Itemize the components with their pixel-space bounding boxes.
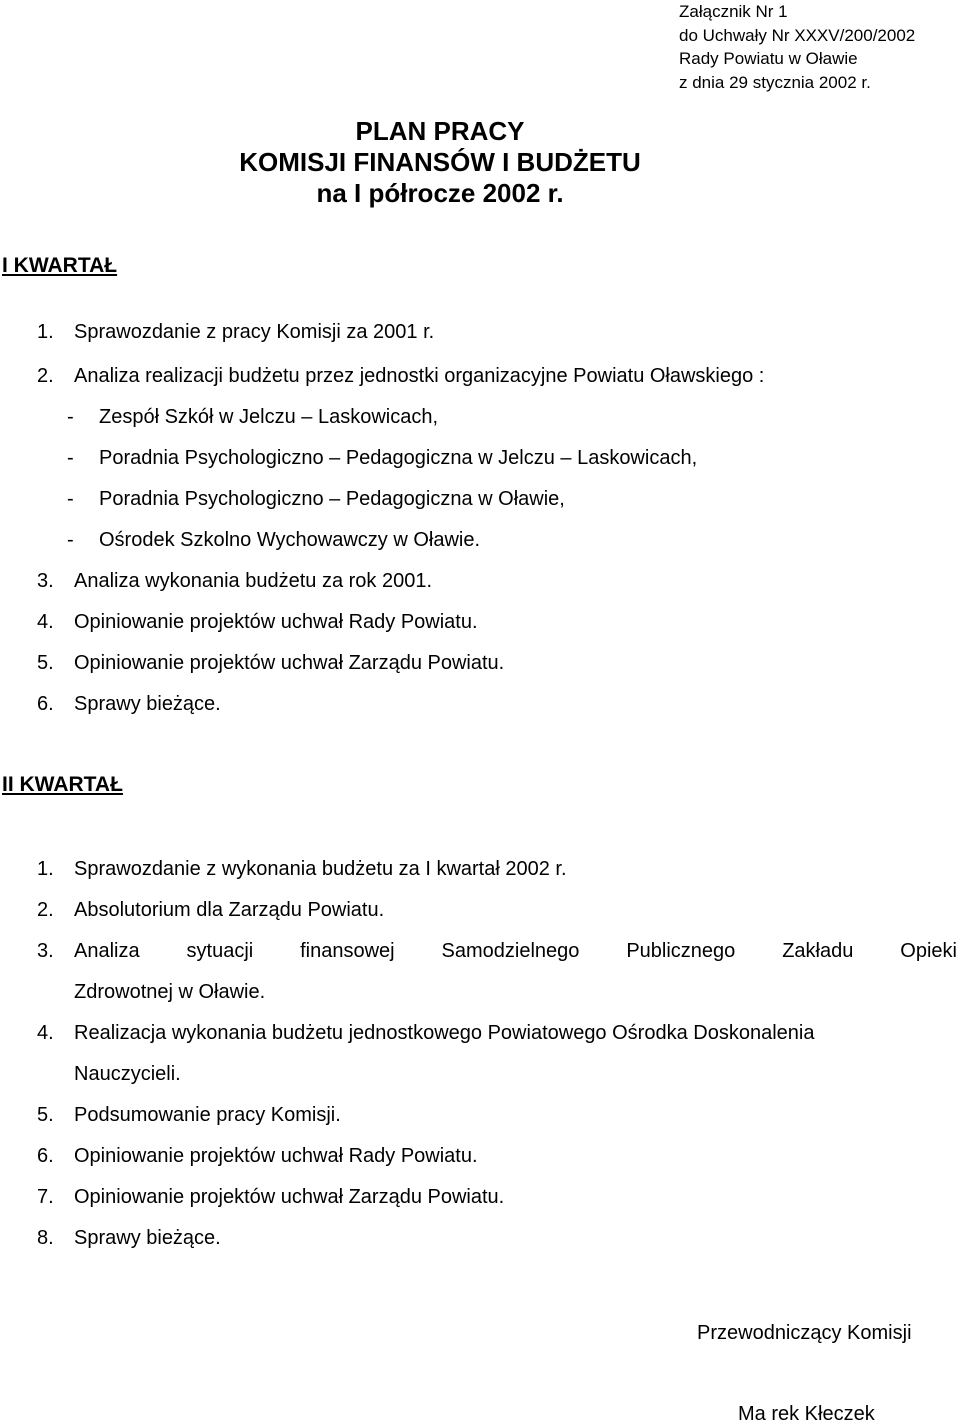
- item-text: Sprawozdanie z wykonania budżetu za I kwartał 2002 r.: [74, 858, 567, 880]
- attachment-line: z dnia 29 stycznia 2002 r.: [679, 72, 871, 92]
- item-text: Opiniowanie projektów uchwał Zarządu Powiatu.: [74, 1186, 505, 1208]
- item-number: 2.: [37, 899, 54, 921]
- item-number: 7.: [37, 1186, 54, 1208]
- sub-item-text: Poradnia Psychologiczno – Pedagogiczna w Oławie,: [99, 488, 565, 510]
- item-number: 4.: [37, 611, 54, 633]
- list-item: [37, 1144, 478, 1168]
- list-item: [37, 610, 478, 634]
- item-number: 5.: [37, 652, 54, 674]
- item-text: Realizacja wykonania budżetu jednostkowego Powiatowego Ośrodka Doskonalenia: [74, 1022, 815, 1044]
- signature-name: Ma rek Kłeczek: [738, 1403, 875, 1425]
- list-item: [37, 364, 764, 388]
- item-text: Opiniowanie projektów uchwał Zarządu Powiatu.: [74, 652, 505, 674]
- item-number: 6.: [37, 1145, 54, 1167]
- list-item: [37, 1226, 221, 1250]
- list-item: [37, 320, 434, 344]
- dash-bullet: -: [67, 529, 74, 551]
- item-number: 1.: [37, 858, 54, 880]
- sub-item-text: Ośrodek Szkolno Wychowawczy w Oławie.: [99, 529, 481, 551]
- item-text: Analiza realizacji budżetu przez jednostki organizacyjne Powiatu Oławskiego :: [74, 365, 765, 387]
- item-word: Opieki: [900, 940, 957, 962]
- item-word: Zakładu: [782, 940, 854, 962]
- section-heading-q1: I KWARTAŁ: [2, 254, 118, 277]
- item-number: 6.: [37, 693, 54, 715]
- list-item: [37, 569, 432, 593]
- title-line: KOMISJI FINANSÓW I BUDŻETU: [239, 147, 641, 177]
- item-continuation: Zdrowotnej w Oławie.: [74, 981, 266, 1003]
- item-text: Sprawy bieżące.: [74, 693, 221, 715]
- list-item: [37, 898, 384, 922]
- attachment-header: [679, 0, 915, 94]
- sub-item-text: Poradnia Psychologiczno – Pedagogiczna w Jelczu – Laskowicach,: [99, 447, 698, 469]
- sub-item: [67, 446, 697, 470]
- justified-line: [74, 939, 957, 963]
- signature-role: Przewodniczący Komisji: [697, 1322, 912, 1344]
- attachment-line: Załącznik Nr 1: [679, 2, 788, 21]
- sub-item: [67, 405, 438, 429]
- item-number: 5.: [37, 1104, 54, 1126]
- item-text: Opiniowanie projektów uchwał Rady Powiatu.: [74, 1145, 478, 1167]
- dash-bullet: -: [67, 488, 74, 510]
- document-title: [0, 116, 960, 209]
- dash-bullet: -: [67, 447, 74, 469]
- item-text: Absolutorium dla Zarządu Powiatu.: [74, 899, 385, 921]
- item-word: Publicznego: [626, 940, 736, 962]
- title-line: PLAN PRACY: [355, 116, 525, 146]
- sub-item-text: Zespół Szkół w Jelczu – Laskowicach,: [99, 406, 439, 428]
- item-number: 3.: [37, 570, 54, 592]
- item-number: 2.: [37, 365, 54, 387]
- list-item: [37, 651, 504, 675]
- list-item: [37, 1185, 504, 1209]
- item-number: 1.: [37, 321, 54, 343]
- item-text: Sprawy bieżące.: [74, 1227, 221, 1249]
- title-line: na I półrocze 2002 r.: [316, 178, 564, 208]
- item-text: Sprawozdanie z pracy Komisji za 2001 r.: [74, 321, 435, 343]
- attachment-line: Rady Powiatu w Oławie: [679, 49, 858, 68]
- item-text: Opiniowanie projektów uchwał Rady Powiatu.: [74, 611, 478, 633]
- dash-bullet: -: [67, 406, 74, 428]
- section-heading-q2: II KWARTAŁ: [2, 773, 123, 796]
- item-number: 3.: [37, 940, 54, 962]
- attachment-line: do Uchwały Nr XXXV/200/2002: [679, 25, 916, 45]
- item-word: finansowej: [300, 940, 395, 962]
- sub-item: [67, 487, 565, 511]
- list-item: [37, 1021, 814, 1045]
- list-item: [37, 1103, 341, 1127]
- sub-item: [67, 528, 480, 552]
- list-item: [37, 692, 221, 716]
- item-number: 8.: [37, 1227, 54, 1249]
- item-word: Samodzielnego: [441, 940, 580, 962]
- item-number: 4.: [37, 1022, 54, 1044]
- item-word: sytuacji: [186, 940, 254, 962]
- item-continuation: Nauczycieli.: [74, 1063, 181, 1085]
- list-item: [37, 939, 957, 963]
- item-word: Analiza: [74, 940, 140, 962]
- item-text: Analiza wykonania budżetu za rok 2001.: [74, 570, 433, 592]
- list-item: [37, 857, 567, 881]
- item-text: Podsumowanie pracy Komisji.: [74, 1104, 341, 1126]
